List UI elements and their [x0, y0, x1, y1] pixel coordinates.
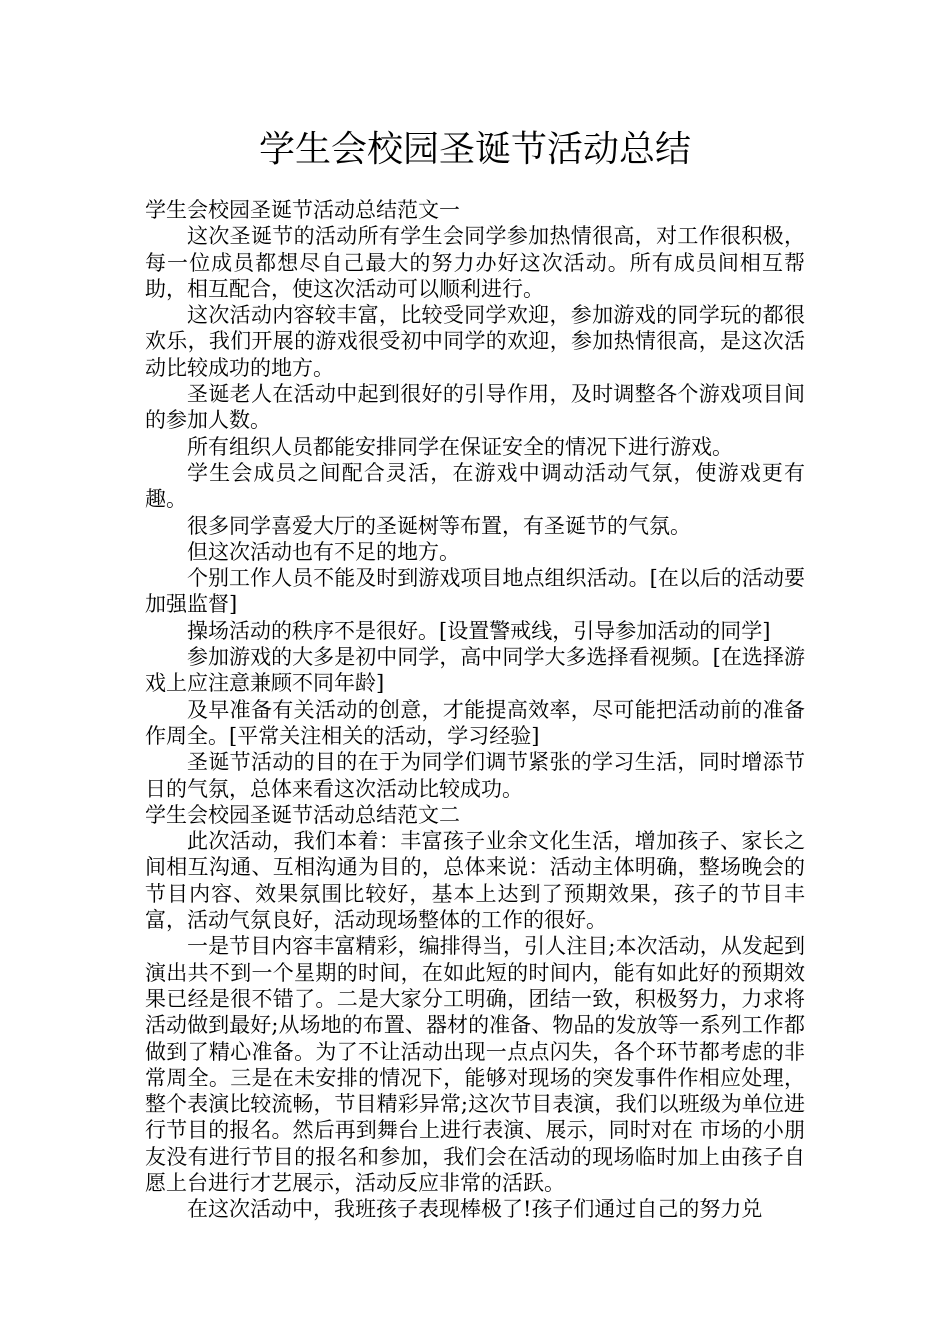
document-title: 学生会校园圣诞节活动总结	[258, 129, 691, 170]
section-heading: 学生会校园圣诞节活动总结范文一	[145, 198, 460, 222]
paragraph: 操场活动的秩序不是很好。[设置警戒线，引导参加活动的同学]	[187, 618, 771, 643]
document-body	[145, 197, 805, 1223]
paragraph: 很多同学喜爱大厅的圣诞树等布置，有圣诞节的气氛。	[187, 513, 691, 538]
paragraph: 这次圣诞节的活动所有学生会同学参加热情很高，对工作很积极，每一位成员都想尽自己最大的努力办好这次活动。所有成员间相互帮助，相互配合，使这次活动可以顺利进行。	[145, 224, 805, 301]
paragraph: 在这次活动中，我班孩子表现棒极了!孩子们通过自己的努力兑	[187, 1197, 763, 1222]
paragraph: 参加游戏的大多是初中同学，高中同学大多选择看视频。[在选择游戏上应注意兼顾不同年龄]	[145, 645, 805, 696]
paragraph: 个别工作人员不能及时到游戏项目地点组织活动。[在以后的活动要加强监督]	[145, 566, 805, 617]
paragraph: 及早准备有关活动的创意，才能提高效率，尽可能把活动前的准备作周全。[平常关注相关的活动，学习经验]	[145, 697, 805, 748]
paragraph: 此次活动，我们本着：丰富孩子业余文化生活，增加孩子、家长之间相互沟通、互相沟通为目的，总体来说：活动主体明确，整场晚会的节目内容、效果氛围比较好，基本上达到了预期效果，孩子的节目丰富，活动气氛良好，活动现场整体的工作的很好。	[145, 829, 805, 933]
paragraph: 一是节目内容丰富精彩，编排得当，引人注目;本次活动，从发起到演出共不到一个星期的时间，在如此短的时间内，能有如此好的预期效果已经是很不错了。二是大家分工明确，团结一致，积极努力，力求将活动做到最好;从场地的布置、器材的准备、物品的发放等一系列工作都做到了精心准备。为了不让活动出现一点点闪失，各个环节都考虑的非常周全。三是在未安排的情况下，能够对现场的突发事件作相应处理，整个表演比较流畅，节目精彩异常;这次节目表演，我们以班级为单位进行节目的报名。然后再到舞台上进行表演、展示，同时对在 市场的小朋友没有进行节目的报名和参加，我们会在活动的现场临时加上由孩子自愿上台进行才艺展示，活动反应非常的活跃。	[145, 934, 805, 1195]
paragraph: 圣诞老人在活动中起到很好的引导作用，及时调整各个游戏项目间的参加人数。	[145, 382, 805, 433]
paragraph: 这次活动内容较丰富，比较受同学欢迎，参加游戏的同学玩的都很欢乐，我们开展的游戏很受初中同学的欢迎，参加热情很高，是这次活动比较成功的地方。	[145, 303, 805, 380]
paragraph: 所有组织人员都能安排同学在保证安全的情况下进行游戏。	[187, 434, 733, 459]
paragraph: 圣诞节活动的目的在于为同学们调节紧张的学习生活，同时增添节日的气氛，总体来看这次活动比较成功。	[145, 750, 805, 801]
paragraph: 但这次活动也有不足的地方。	[187, 539, 460, 564]
paragraph: 学生会成员之间配合灵活，在游戏中调动活动气氛，使游戏更有趣。	[145, 460, 805, 512]
section-heading: 学生会校园圣诞节活动总结范文二	[145, 802, 460, 827]
